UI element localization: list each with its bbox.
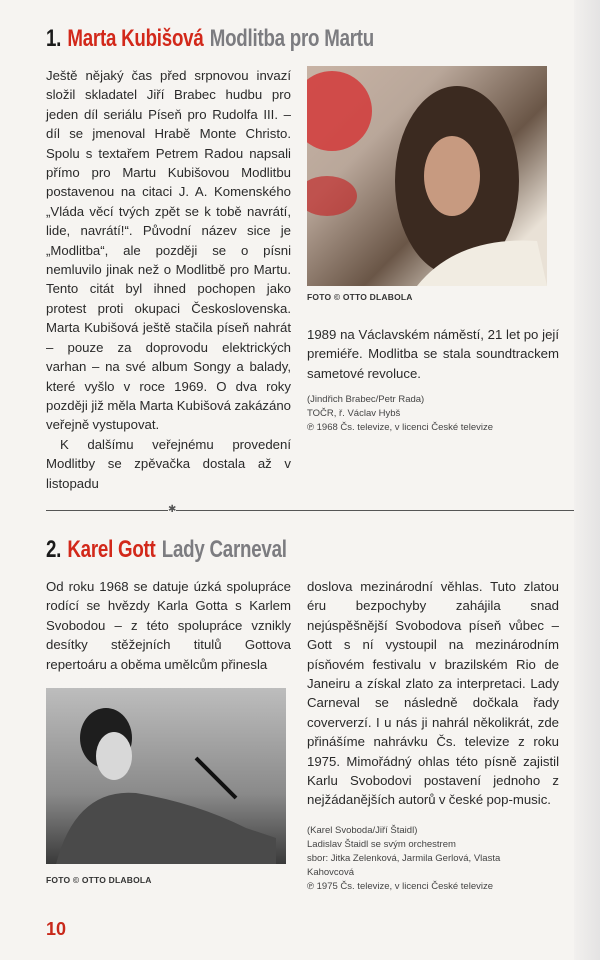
page-number: 10 [46,918,67,939]
singer-illustration [46,688,286,864]
credit-choir: sbor: Jitka Zelenková, Jarmila Gerlová, Vlasta Kahovcová [307,852,501,878]
credit-authors: (Jindřich Brabec/Petr Rada) [307,394,425,406]
section-divider [46,501,574,521]
section-2-credits [307,824,539,894]
credit-performer: Ladislav Štaidl se svým orchestrem [307,838,456,850]
paragraph: doslova mezinárodní věhlas. Tuto zlatou éru bezpochyby zahájila snad nejúspěšnější Svobodova píseň vůbec – Gott s ní vystoupil na mezinárodním písňovém festivalu v brazilském Rio de Janeiru a získal zlato za interpretaci. Lady Carneval se následně dočkala řady coververzí. I u nás ji nahrál několikrát, zde přinášíme nahrávku Čs. televize z roku 1975. Mimořádný ohlas této písně zajistil Karlu Svobodovi postavení jednoho z nejžádanějších autorů v české pop-music. [307,578,559,808]
credit-performer: TOČR, ř. Václav Hybš [307,408,401,420]
photo-karel-gott [46,688,286,864]
section-1-column-2-text [307,325,559,383]
section-1-heading [46,24,458,54]
paragraph: Ještě nějaký čas před srpnovou invazí složil skladatel Jiří Brabec hudbu pro jeden díl seriálu Píseň pro Rudolfa III. – díl se jmenoval Hrabě Monte Christo. Spolu s textařem Petrem Radou napsali přímo pro Martu Kubišovou Modlitbu postavenou na citaci J. A. Komenského „Vláda věcí tvých zpět se k tobě navrátí, lide, navrátí!“. Původní název sice je „Modlitba“, ale později se o písni nemluvilo jinak než o Modlitbě pro Martu. Tento citát byl ihned pochopen jako protest proti okupaci Československa. Marta Kubišová ještě stačila píseň nahrát – pouze za doprovodu elektrických varhan – na své album Songy a balady, které vyšlo v roce 1969. O dva roky později již měla Marta Kubišová zakázáno veřejně vystupovat. [46,68,291,433]
paragraph: K dalšímu veřejnému provedení Modlitby se zpěvačka dostala až v listopadu [46,436,291,491]
section-2-column-1-text [46,577,291,674]
photo-caption: FOTO © OTTO DLABOLA [46,874,152,885]
paragraph: Od roku 1968 se datuje úzká spolupráce rodící se hvězdy Karla Gotta s Karlem Svobodou – z této spolupráce vznikly desítky stěžejních titulů Gottova repertoáru a oběma umělcům přinesla [46,578,291,672]
credit-copyright: ℗ 1968 Čs. televize, v licenci České televize [307,422,493,434]
photo-marta-kubisova [307,66,547,286]
artist-name: Karel Gott [67,535,156,563]
section-1-column-2 [307,66,559,435]
divider-line [46,510,574,511]
section-2-heading [46,535,458,565]
section-number: 2. [46,535,62,563]
song-title: Lady Carneval [161,535,287,563]
portrait-illustration [307,66,547,286]
section-2-body [46,577,574,894]
photo-caption: FOTO © OTTO DLABOLA [307,292,413,302]
section-number: 1. [46,25,62,52]
section-1-credits [307,393,559,435]
credit-authors: (Karel Svoboda/Jiří Štaidl) [307,824,418,836]
credit-copyright: ℗ 1975 Čs. televize, v licenci České televize [307,880,493,892]
section-2-column-2 [307,577,559,894]
section-1-column-1 [46,66,291,493]
paragraph: 1989 na Václavském náměstí, 21 let po její premiéře. Modlitba se stala soundtrackem sametové revoluce. [307,327,559,381]
section-2-column-2-text [307,577,559,810]
song-title: Modlitba pro Martu [209,25,375,52]
divider-ornament: ✱ [168,503,177,515]
section-1-body [46,66,574,493]
artist-name: Marta Kubišová [67,25,204,52]
section-2-column-1 [46,577,291,886]
